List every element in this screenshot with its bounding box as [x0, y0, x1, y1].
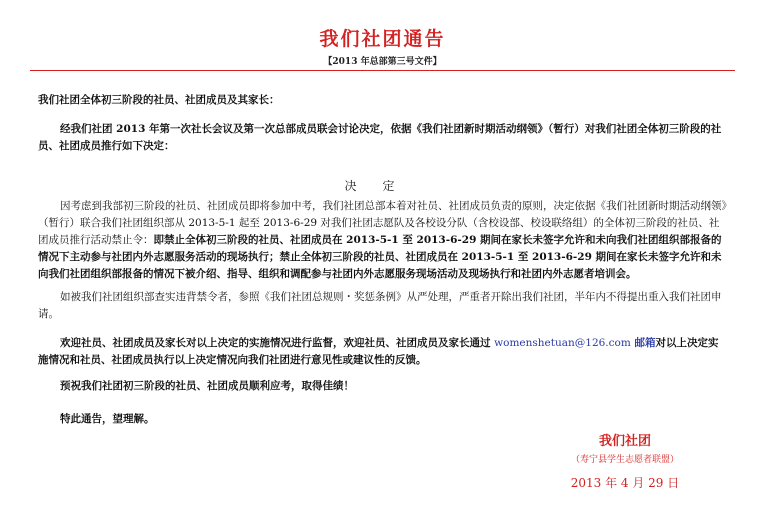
decision-text: 因考虑到我部初三阶段的社员、社团成员即将参加中考，我们社团总部本着对社员、社团成员负责的原则，决定依据《我们社团新时期活动纲领》（暂行）联合我们社团组织部从 2013-5-1 起至 2013-6-29 对我们社团志愿队及各校设分队（含校设部、校设联络组）的全体初三阶段的社员、社团成员推行活动禁止令：	[38, 200, 727, 246]
decision-heading: 决定	[344, 179, 421, 193]
signature-suborg: （寿宁县学生志愿者联盟）	[570, 455, 679, 465]
intro-paragraph: 经我们社团 2013 年第一次社长会议及第一次总部成员联会讨论决定，依据《我们社团新时期活动纲领》（暂行）对我们社团全体初三阶段的社员、社团成员推行如下决定：	[38, 123, 722, 152]
feedback-text-pre: 欢迎社员、社团成员及家长对以上决定的实施情况进行监督，欢迎社员、社团成员及家长通过	[60, 337, 491, 349]
feedback-text-post: 对以上决定实施情况和社员、社团成员执行以上决定情况向我们社团进行意见性或建议性的反馈。	[38, 337, 719, 366]
decision-prohibition: 即禁止全体初三阶段的社员、社团成员在 2013-5-1 至 2013-6-29 期间在家长未签字允许和未向我们社团组织部报备的情况下主动参与社团内外志愿服务活动的现场执行；禁止全体初三阶段的社员、社团成员在 2013-5-1 至 2013-6-29 期间在家长未签字允许和未向我们社团组织部报备的情况下被介绍、指导、组织和调配参与社团内外志愿服务现场活动及现场执行和社团内外志愿者培训会。	[38, 234, 722, 280]
feedback-paragraph	[38, 335, 728, 369]
decision-paragraph	[38, 198, 728, 283]
document-number: 【2013 年总部第三号文件】	[323, 57, 442, 67]
notice-title: 我们社团通告	[319, 28, 446, 50]
signature-date: 2013 年 4 月 29 日	[570, 476, 680, 490]
salutation: 我们社团全体初三阶段的社员、社团成员及其家长：	[38, 94, 280, 106]
header-divider	[30, 70, 735, 71]
signature-org: 我们社团	[598, 434, 651, 449]
penalty-paragraph: 如被我们社团组织部查实违背禁令者，参照《我们社团总规则・奖惩条例》从严处理，严重者开除出我们社团，半年内不得提出重入我们社团申请。	[38, 291, 722, 320]
wish-paragraph: 预祝我们社团初三阶段的社员、社团成员顺利应考，取得佳绩！	[60, 380, 354, 392]
feedback-email-link[interactable]: womenshetuan@126.com	[494, 337, 631, 349]
closing-paragraph: 特此通告，望理解。	[60, 413, 155, 425]
feedback-mail-word: 邮箱	[634, 337, 656, 349]
